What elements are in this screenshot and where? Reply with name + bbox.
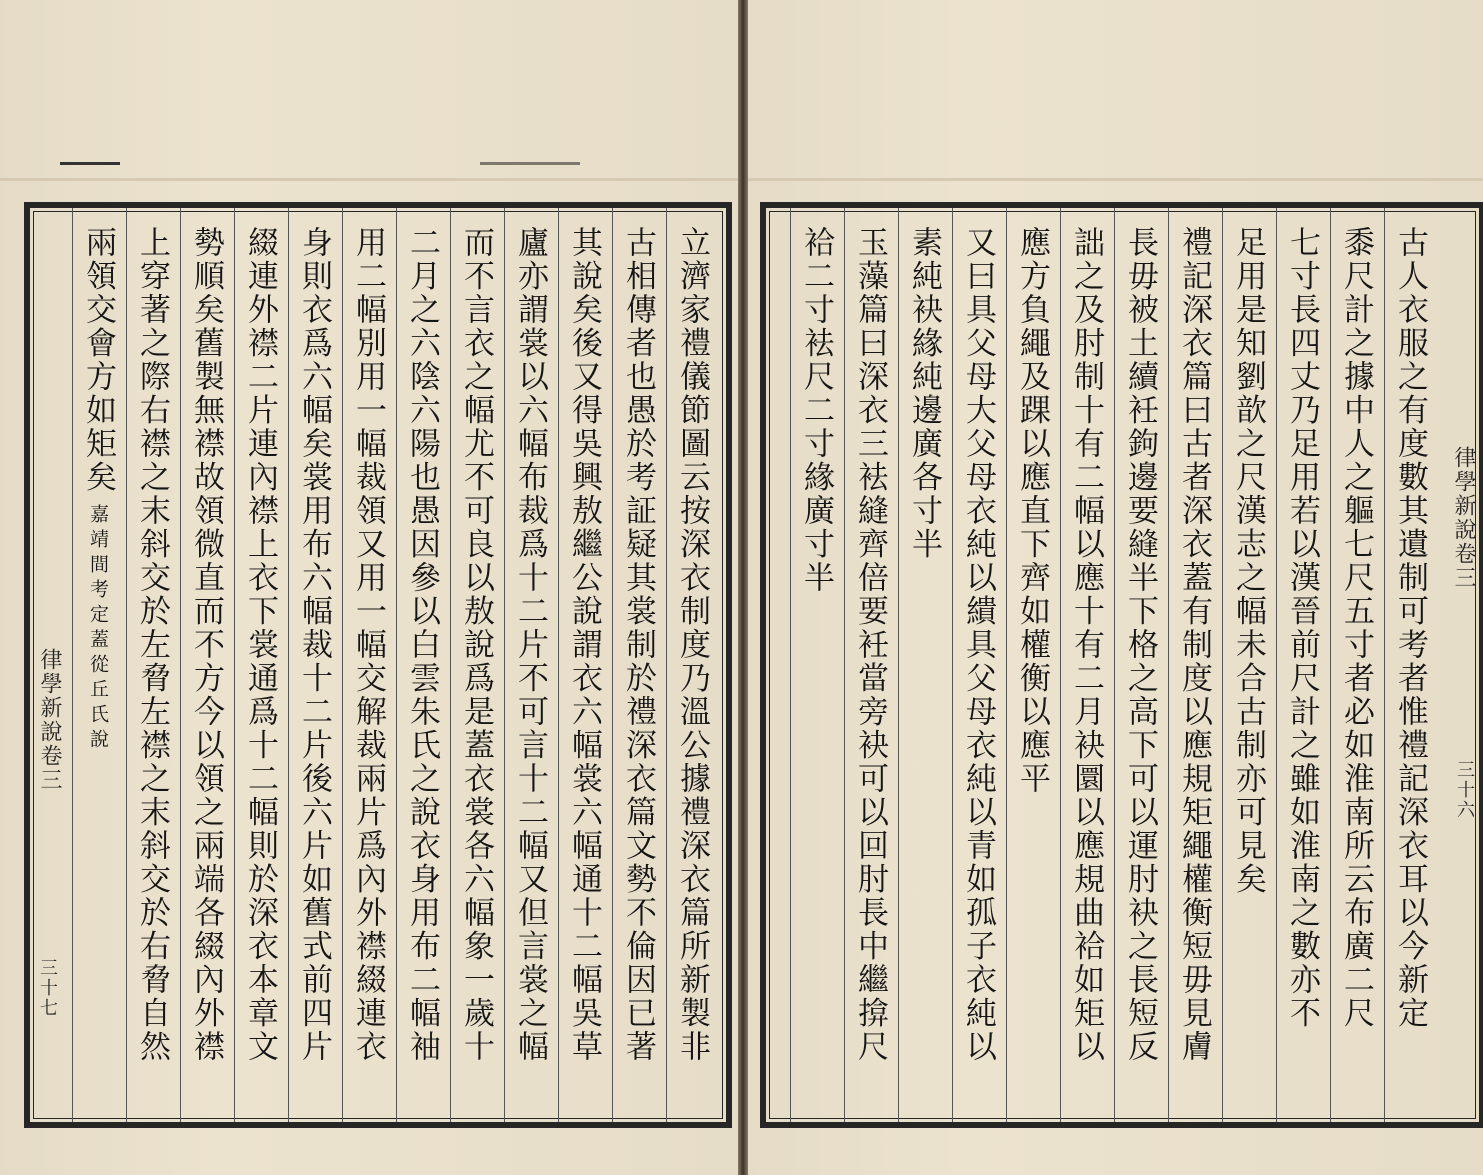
text-column: 禮記深衣篇曰古者深衣蓋有制度以應規矩繩權衡短毋見膚 [1176,226,1212,1064]
text-column: 二月之六陰六陽也愚因參以白雲朱氏之說衣身用布二幅袖 [404,226,440,1064]
text-column: 長毋被土續衽鉤邊要縫半下格之高下可以運肘袂之長短反 [1122,226,1158,1064]
column-rule [952,208,953,1122]
margin-title: 律學新說卷三 [1451,446,1476,590]
column-rule [504,208,505,1122]
column-rule [1330,208,1331,1122]
text-column: 足用是知劉歆之尺漢志之幅未合古制亦可見矣 [1230,226,1266,896]
column-rule [126,208,127,1122]
margin-page-number: 三十七 [37,958,58,1018]
book-gutter [738,0,748,1175]
text-column: 上穿著之際右襟之末斜交於左脅左襟之末斜交於右脅自然 [134,226,170,1064]
column-rule [558,208,559,1122]
right-page [748,0,1483,1175]
left-margin-strip [28,208,68,1122]
column-rule [898,208,899,1122]
right-margin-strip [1441,208,1483,1122]
column-rule [450,208,451,1122]
column-rule [666,208,667,1122]
column-rule [790,208,791,1122]
text-column: 立濟家禮儀節圖云按深衣制度乃溫公據禮深衣篇所新製非 [674,226,710,1064]
text-column: 身則衣爲六幅矣裳用布六幅裁十二片後六片如舊式前四片 [296,226,332,1064]
left-page [0,0,738,1175]
text-column: 應方負繩及踝以應直下齊如權衡以應平 [1014,226,1050,796]
column-rule [234,208,235,1122]
text-column: 其說矣後又得吳興敖繼公說謂衣六幅裳六幅通十二幅吳草 [566,226,602,1064]
column-rule [612,208,613,1122]
text-column: 綴連外襟二片連內襟上衣下裳通爲十二幅則於深衣本章文 [242,226,278,1064]
column-rule [72,208,73,1122]
text-column: 兩領交會方如矩矣 [80,226,116,494]
text-column: 廬亦謂裳以六幅布裁爲十二片不可言十二幅又但言裳之幅 [512,226,548,1064]
column-rule [288,208,289,1122]
text-column: 七寸長四丈乃足用若以漢晉前尺計之雖如淮南之數亦不 [1284,226,1320,1030]
annotation-note: 嘉靖間考定蓋從丘氏說 [87,504,109,754]
text-column: 玉藻篇曰深衣三袪縫齊倍要衽當旁袂可以回肘長中繼揜尺 [852,226,888,1064]
column-rule [1276,208,1277,1122]
column-rule [1168,208,1169,1122]
text-column: 用二幅別用一幅裁領又用一幅交解裁兩片爲內外襟綴連衣 [350,226,386,1064]
text-column: 古人衣服之有度數其遺制可考者惟禮記深衣耳以今新定 [1392,226,1428,1030]
column-rule [1114,208,1115,1122]
column-rule [180,208,181,1122]
column-rule [1222,208,1223,1122]
margin-page-number: 三十六 [1454,760,1475,820]
left-page-frame [24,202,732,1128]
text-column: 素純袂緣純邊廣各寸半 [906,226,942,561]
column-rule [844,208,845,1122]
margin-title: 律學新說卷三 [37,648,62,792]
text-column: 古相傳者也愚於考証疑其裳制於禮深衣篇文勢不倫因已著 [620,226,656,1064]
text-column: 而不言衣之幅尤不可良以敖說爲是蓋衣裳各六幅象一歲十 [458,226,494,1064]
ink-mark [480,162,580,165]
column-rule [1006,208,1007,1122]
column-rule [1384,208,1385,1122]
page-trim [0,178,738,181]
column-rule [396,208,397,1122]
column-rule [1060,208,1061,1122]
text-column: 黍尺計之據中人之軀七尺五寸者必如淮南所云布廣二尺 [1338,226,1374,1030]
page-trim [748,178,1483,181]
ink-mark [60,162,120,165]
right-page-frame [760,202,1483,1128]
text-column: 詘之及肘制十有二幅以應十有二月袂圜以應規曲袷如矩以 [1068,226,1104,1064]
column-rule [342,208,343,1122]
text-column: 勢順矣舊製無襟故領微直而不方今以領之兩端各綴內外襟 [188,226,224,1064]
text-column: 又曰具父母大父母衣純以繢具父母衣純以青如孤子衣純以 [960,226,996,1064]
text-column: 袷二寸袪尺二寸緣廣寸半 [798,226,834,595]
